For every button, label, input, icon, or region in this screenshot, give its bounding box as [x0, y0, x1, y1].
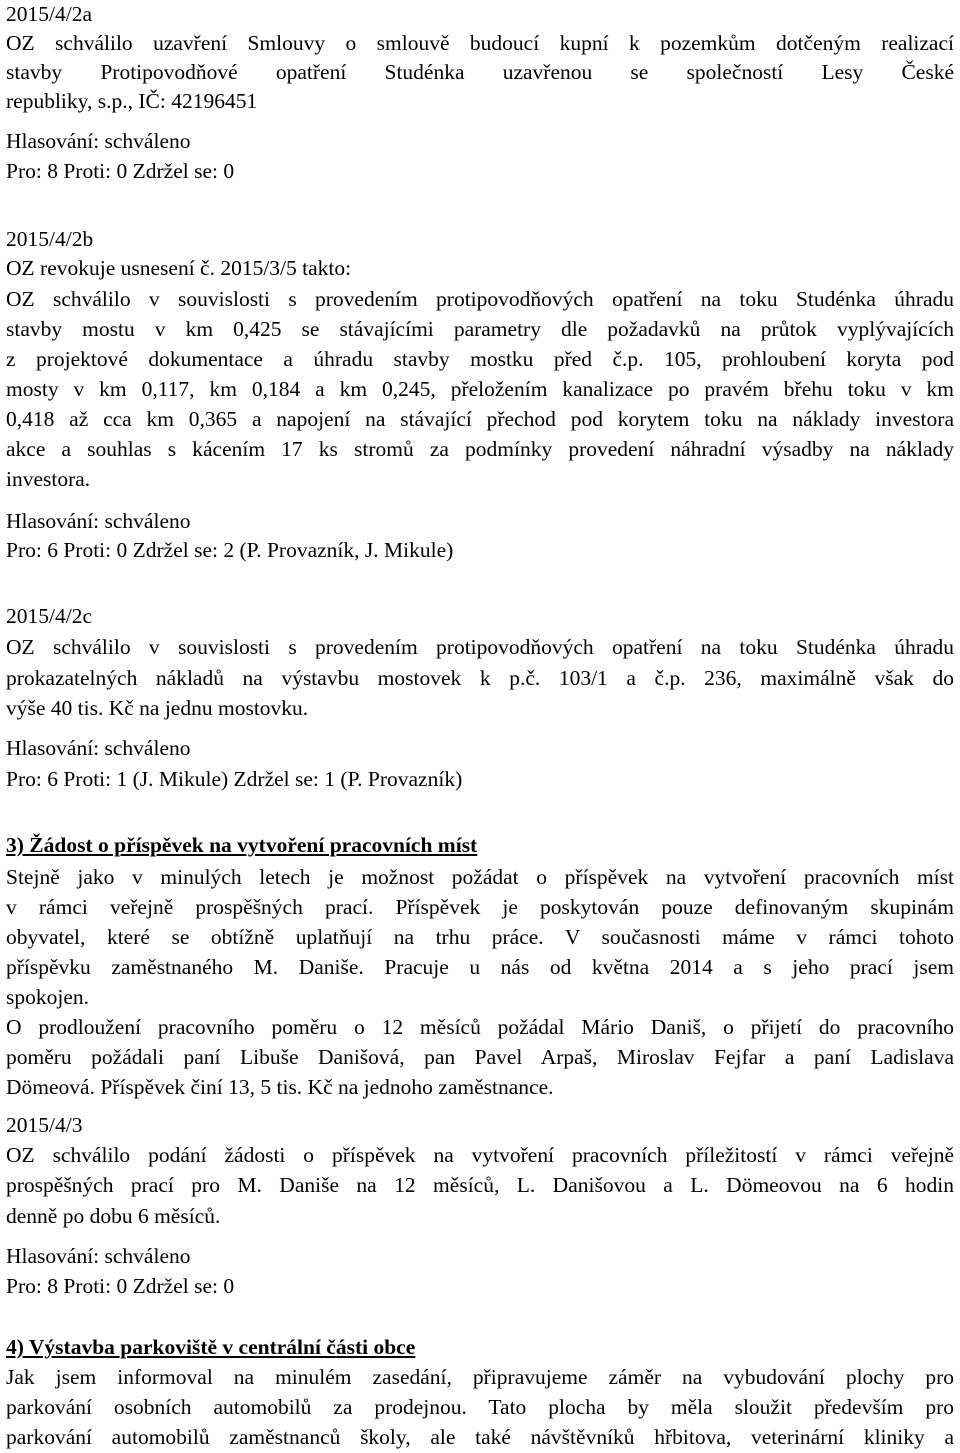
paragraph-line: parkování automobilů zaměstnanců školy, ale také návštěvníků hřbitova, veterinární kliniky a: [6, 1425, 954, 1449]
paragraph-line: prospěšných prací pro M. Daniše na 12 měsíců, L. Danišovou a L. Dömeovou na 6 hodin: [6, 1173, 954, 1197]
paragraph-line: Dömeová. Příspěvek činí 13, 5 tis. Kč na jednoho zaměstnance.: [6, 1075, 554, 1099]
paragraph-line: akce a souhlas s kácením 17 ks stromů za podmínky provedení náhradní výsadby na náklady: [6, 437, 954, 461]
paragraph-line: z projektové dokumentace a úhradu stavby mostku před č.p. 105, prohloubení koryta pod: [6, 347, 954, 371]
paragraph-line: poměru požádali paní Libuše Danišová, pan Pavel Arpaš, Miroslav Fejfar a paní Ladislava: [6, 1045, 954, 1069]
paragraph-line: investora.: [6, 467, 91, 491]
vote-count: Pro: 6 Proti: 0 Zdržel se: 2 (P. Provazník, J. Mikule): [6, 538, 454, 562]
paragraph-line: výše 40 tis. Kč na jednu mostovku.: [6, 696, 309, 720]
vote-result: Hlasování: schváleno: [6, 129, 191, 153]
vote-count: Pro: 6 Proti: 1 (J. Mikule) Zdržel se: 1 (P. Provazník): [6, 767, 463, 791]
item-number: 2015/4/3: [6, 1113, 83, 1137]
paragraph-line: OZ schválilo podání žádosti o příspěvek na vytvoření pracovních příležitostí v rámci veřejně: [6, 1143, 954, 1167]
paragraph-line: Stejně jako v minulých letech je možnost požádat o příspěvek na vytvoření pracovních míst: [6, 865, 954, 889]
paragraph-line: příspěvku zaměstnaného M. Daniše. Pracuje u nás od května 2014 a s jeho prací jsem: [6, 955, 954, 979]
paragraph-line: OZ schválilo v souvislosti s provedením protipovodňových opatření na toku Studénka úhradu: [6, 287, 954, 311]
vote-count: Pro: 8 Proti: 0 Zdržel se: 0: [6, 1274, 235, 1298]
paragraph-line: Jak jsem informoval na minulém zasedání, připravujeme záměr na vybudování plochy pro: [6, 1365, 954, 1389]
section-heading: 3) Žádost o příspěvek na vytvoření pracovních míst: [6, 833, 478, 857]
paragraph-line: mosty v km 0,117, km 0,184 a km 0,245, přeložením kanalizace po pravém břehu toku v km: [6, 377, 954, 401]
vote-count: Pro: 8 Proti: 0 Zdržel se: 0: [6, 159, 235, 183]
vote-result: Hlasování: schváleno: [6, 736, 191, 760]
item-number: 2015/4/2c: [6, 604, 92, 628]
paragraph-line: O prodloužení pracovního poměru o 12 měsíců požádal Mário Daniš, o přijetí do pracovního: [6, 1015, 954, 1039]
paragraph-line: parkování osobních automobilů za prodejnou. Tato plocha by měla sloužit především pro: [6, 1395, 954, 1419]
paragraph-line: stavby Protipovodňové opatření Studénka uzavřenou se společností Lesy České: [6, 60, 954, 84]
item-number: 2015/4/2a: [6, 2, 92, 26]
paragraph-line: prokazatelných nákladů na výstavbu mostovek k p.č. 103/1 a č.p. 236, maximálně však do: [6, 666, 954, 690]
paragraph-line: obyvatel, které se obtížně uplatňují na trhu práce. V současnosti máme v rámci tohoto: [6, 925, 954, 949]
paragraph-line: stavby mostu v km 0,425 se stávajícími parametry dle požadavků na průtok vyplývajících: [6, 317, 954, 341]
paragraph-line: OZ schválilo v souvislosti s provedením protipovodňových opatření na toku Studénka úhradu: [6, 635, 954, 659]
vote-result: Hlasování: schváleno: [6, 509, 191, 533]
vote-result: Hlasování: schváleno: [6, 1244, 191, 1268]
paragraph-line: denně po dobu 6 měsíců.: [6, 1204, 221, 1228]
paragraph-line: OZ revokuje usnesení č. 2015/3/5 takto:: [6, 256, 352, 280]
paragraph-line: v rámci veřejně prospěšných prací. Příspěvek je poskytován pouze definovaným skupinám: [6, 895, 954, 919]
item-number: 2015/4/2b: [6, 227, 94, 251]
paragraph-line: republiky, s.p., IČ: 42196451: [6, 89, 258, 113]
paragraph-line: 0,418 až cca km 0,365 a napojení na stávající přechod pod korytem toku na náklady investora: [6, 407, 954, 431]
paragraph-line: spokojen.: [6, 985, 90, 1009]
paragraph-line: OZ schválilo uzavření Smlouvy o smlouvě budoucí kupní k pozemkům dotčeným realizací: [6, 31, 954, 55]
section-heading: 4) Výstavba parkoviště v centrální části obce: [6, 1335, 416, 1359]
